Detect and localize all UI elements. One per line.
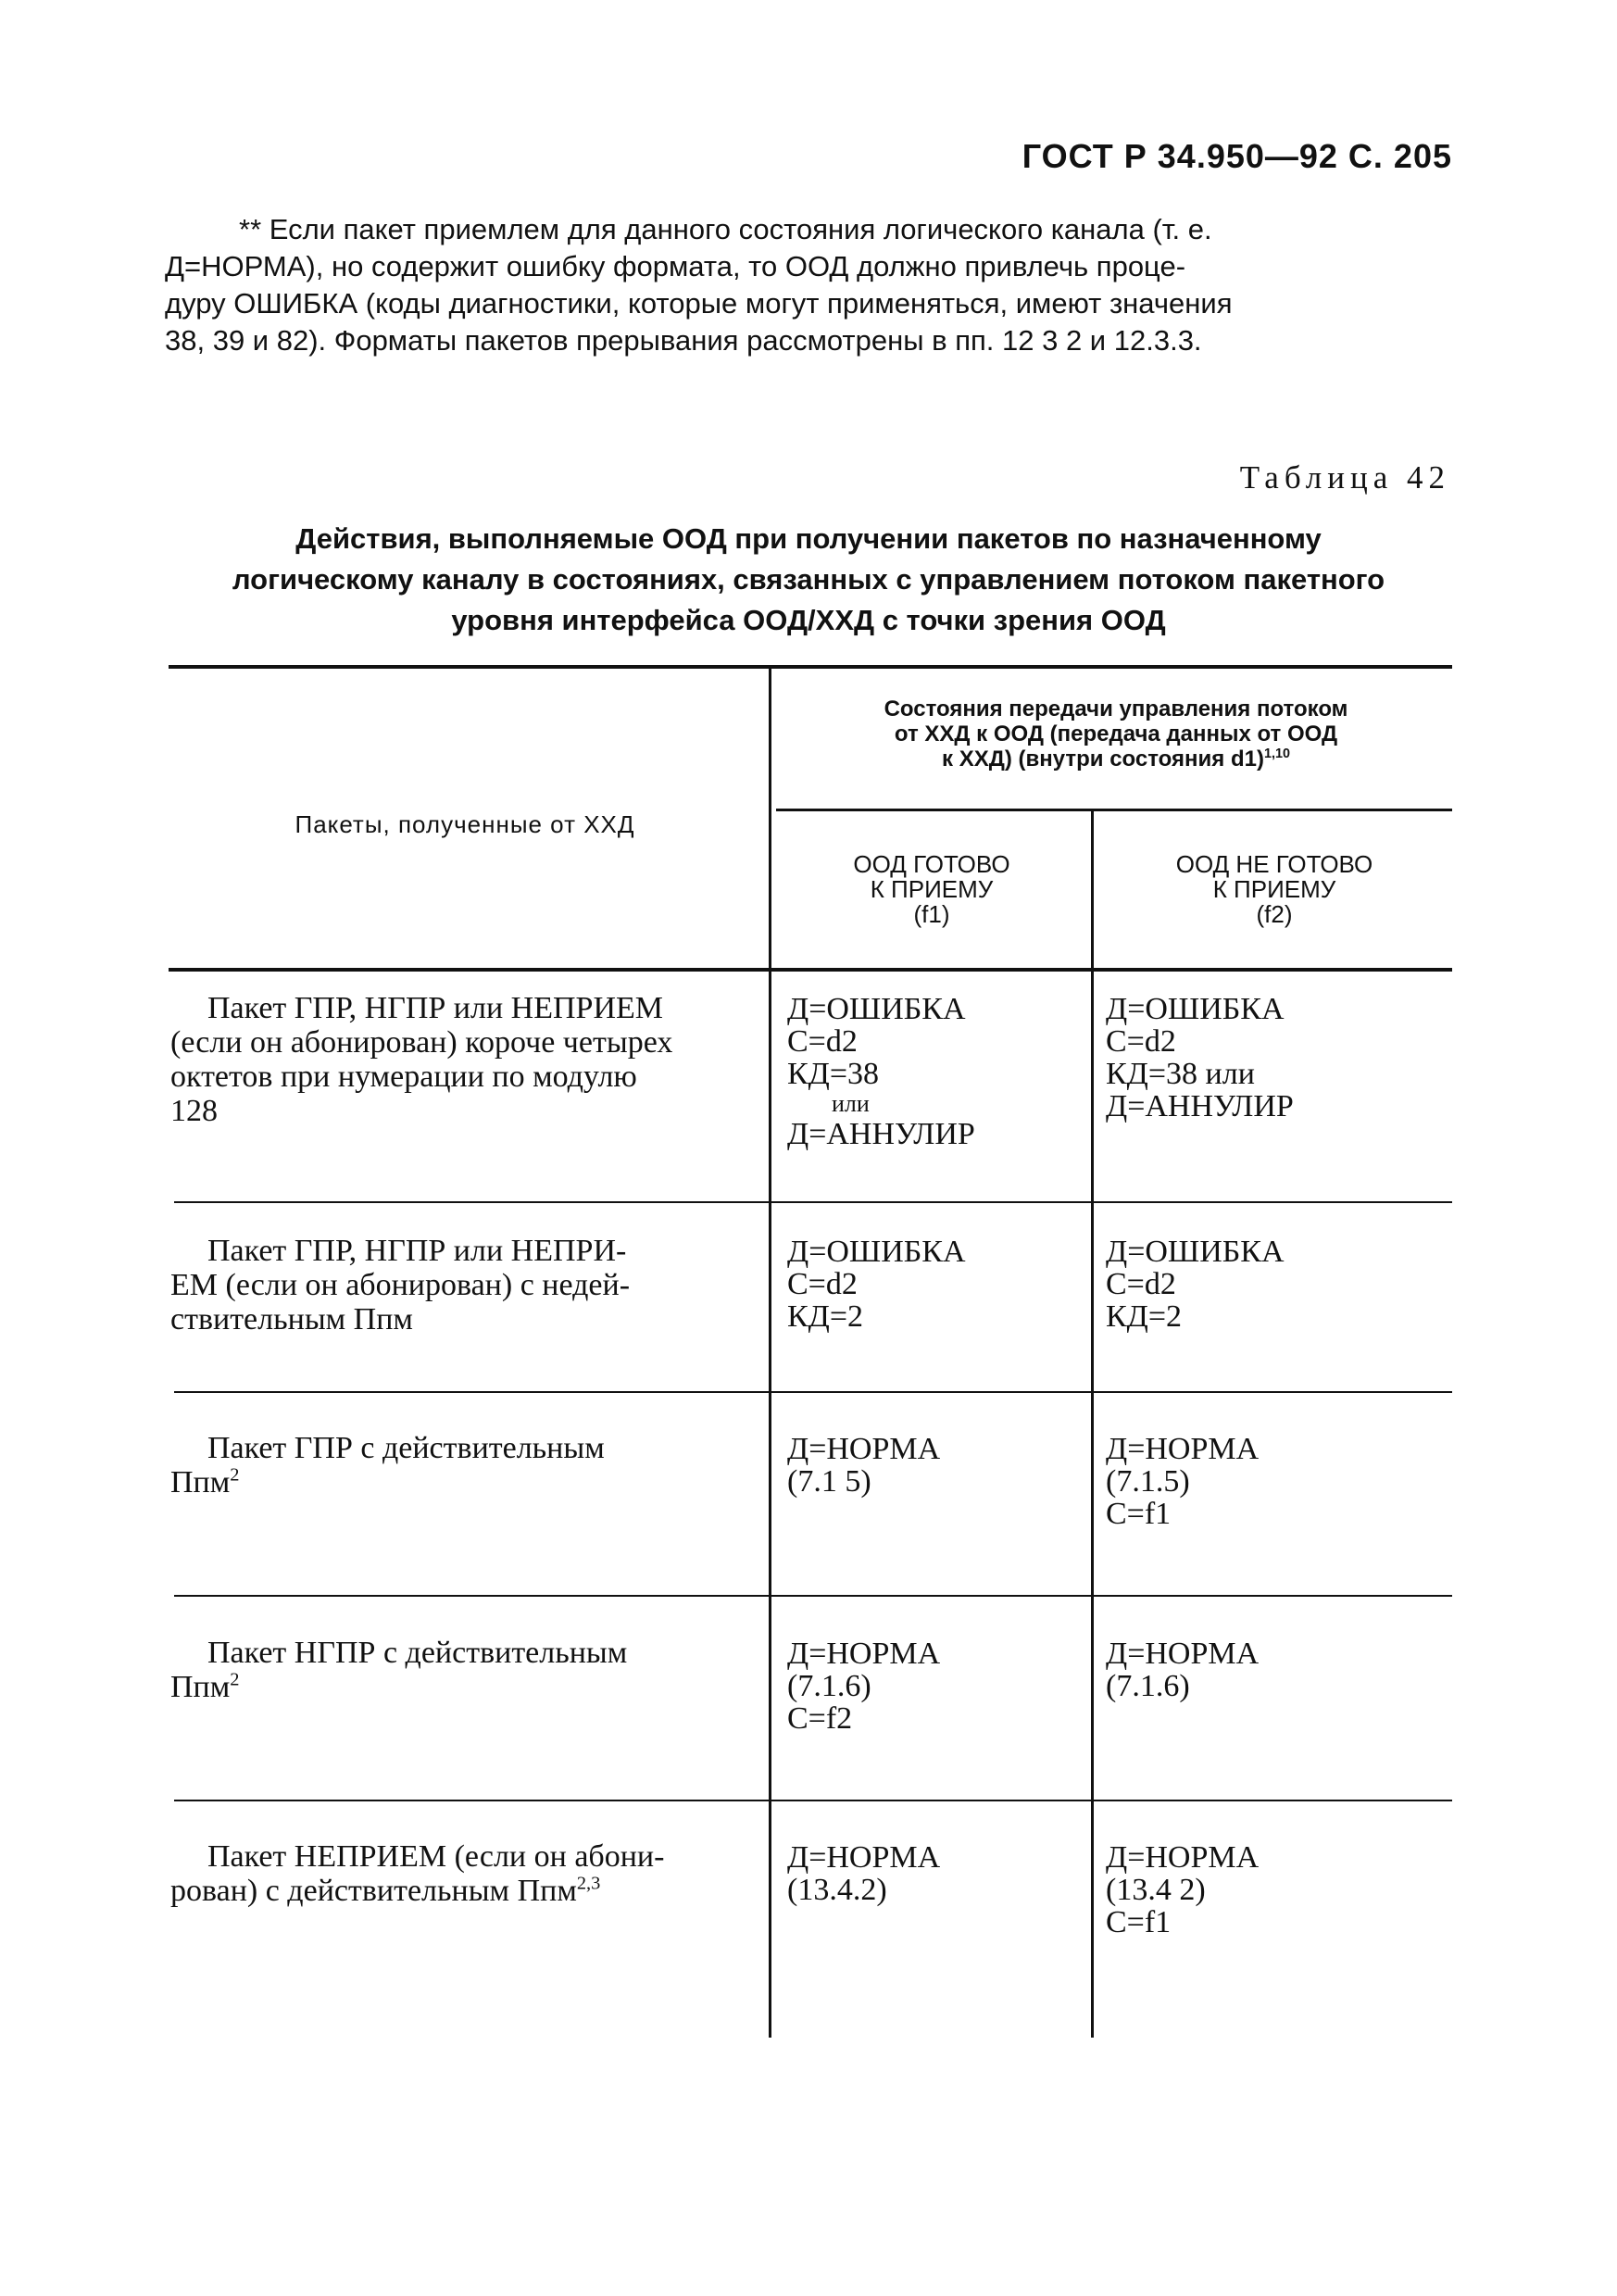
packet-superscript: 2,3 xyxy=(576,1873,601,1894)
table-row-4-packet xyxy=(170,1636,759,1704)
table-row-1-packet xyxy=(170,991,759,1128)
table-top-rule xyxy=(169,665,1452,669)
column-header-f1 xyxy=(774,852,1089,927)
cell-line: КД=38 xyxy=(787,1057,880,1091)
table-row-5-f2 xyxy=(1106,1841,1259,1938)
column-header-f1-line: К ПРИЕМУ xyxy=(870,875,994,903)
cell-line: (13.4.2) xyxy=(787,1873,887,1907)
footnote xyxy=(165,211,1452,359)
cell-line: Д=АННУЛИР xyxy=(787,1117,975,1151)
cell-line: Д=НОРМА xyxy=(1106,1637,1260,1671)
row-rule xyxy=(174,1201,1452,1203)
table-row-3-f1 xyxy=(787,1433,940,1498)
cell-line: или xyxy=(832,1090,870,1117)
cell-line: С=d2 xyxy=(787,1024,858,1059)
cell-line: Д=ОШИБКА xyxy=(1106,992,1285,1026)
table-row-3-f2 xyxy=(1106,1433,1259,1530)
packet-line xyxy=(170,1465,759,1499)
column-header-f2-line: ООД НЕ ГОТОВО xyxy=(1175,850,1373,878)
column-divider-right xyxy=(1091,811,1094,2038)
row-rule xyxy=(174,1391,1452,1393)
column-header-f1-line: ООД ГОТОВО xyxy=(853,850,1010,878)
cell-line: С=f1 xyxy=(1106,1905,1172,1939)
cell-line: (7.1.6) xyxy=(1106,1669,1190,1703)
cell-line: КД=2 xyxy=(1106,1299,1183,1334)
header-bottom-rule xyxy=(169,968,1452,972)
row-rule xyxy=(174,1800,1452,1801)
column-header-f2-line: (f2) xyxy=(1256,900,1293,928)
cell-line: КД=2 xyxy=(787,1299,864,1334)
cell-line: (7.1.5) xyxy=(1106,1464,1190,1499)
table-row-2-packet xyxy=(170,1234,759,1336)
page-header: ГОСТ Р 34.950—92 С. 205 xyxy=(1022,137,1452,175)
packet-superscript: 2 xyxy=(230,1464,240,1486)
cell-line: Д=НОРМА xyxy=(787,1637,941,1671)
cell-line: (13.4 2) xyxy=(1106,1873,1206,1907)
table-number: Таблица 42 xyxy=(1239,459,1450,496)
cell-line: Д=НОРМА xyxy=(787,1840,941,1875)
cell-line: С=f1 xyxy=(1106,1497,1172,1531)
table-row-3-packet xyxy=(170,1431,759,1499)
cell-line: С=d2 xyxy=(1106,1267,1176,1301)
packet-superscript: 2 xyxy=(230,1669,240,1690)
column-header-f1-line: (f1) xyxy=(913,900,950,928)
table-row-5-f1 xyxy=(787,1841,940,1906)
footnote-line: Д=НОРМА), но содержит ошибку формата, то ООД должно привлечь проце- xyxy=(165,250,1186,282)
cell-line: С=f2 xyxy=(787,1701,853,1736)
footnote-line: 38, 39 и 82). Форматы пакетов прерывания рассмотрены в пп. 12 3 2 и 12.3.3. xyxy=(165,324,1202,357)
packet-line: (если он абонирован) короче четырех xyxy=(170,1025,673,1060)
cell-line: Д=НОРМА xyxy=(787,1432,941,1466)
cell-line: КД=38 или xyxy=(1106,1057,1255,1091)
packet-line: Пакет ГПР с действительным xyxy=(207,1431,605,1465)
cell-line: (7.1 5) xyxy=(787,1464,871,1499)
table-row-4-f1 xyxy=(787,1637,940,1735)
packet-line xyxy=(170,1874,759,1908)
cell-line: С=d2 xyxy=(787,1267,858,1301)
column-group-superscript: 1,10 xyxy=(1263,747,1290,761)
table-title xyxy=(165,519,1452,641)
footnote-line: ** Если пакет приемлем для данного состояния логического канала (т. е. xyxy=(239,213,1212,245)
table-row-1-f2 xyxy=(1106,993,1294,1123)
header-subdivider-rule xyxy=(776,809,1452,811)
packet-line: 128 xyxy=(170,1094,218,1128)
packet-line: ствительным Ппм xyxy=(170,1302,413,1336)
row-rule xyxy=(174,1595,1452,1597)
packet-line: Пакет ГПР, НГПР или НЕПРИЕМ xyxy=(207,991,664,1025)
cell-line: Д=НОРМА xyxy=(1106,1432,1260,1466)
column-group-line-text: к ХХД) (внутри состояния d1) xyxy=(942,747,1264,772)
packet-line-text: Ппм xyxy=(170,1670,231,1704)
column-header-packets: Пакеты, полученные от ХХД xyxy=(295,810,635,838)
cell-line: Д=АННУЛИР xyxy=(1106,1089,1294,1123)
cell-line: (7.1.6) xyxy=(787,1669,871,1703)
packet-line: октетов при нумерации по модулю xyxy=(170,1060,637,1094)
column-group-line xyxy=(778,747,1454,772)
packet-line: Пакет НГПР с действительным xyxy=(207,1636,628,1670)
packet-line: Пакет НЕПРИЕМ (если он абони- xyxy=(207,1839,665,1874)
column-header-f2 xyxy=(1097,852,1452,927)
column-group-line: Состояния передачи управления потоком xyxy=(884,696,1348,721)
column-divider-left xyxy=(769,669,771,2038)
footnote-line: дуру ОШИБКА (коды диагностики, которые могут применяться, имеют значения xyxy=(165,287,1233,320)
packet-line-text: рован) с действительным Ппм xyxy=(170,1874,577,1908)
table-row-2-f2 xyxy=(1106,1236,1285,1333)
packet-line: Пакет ГПР, НГПР или НЕПРИ- xyxy=(207,1234,627,1268)
column-header-f2-line: К ПРИЕМУ xyxy=(1212,875,1336,903)
table-title-line: логическому каналу в состояниях, связанных с управлением потоком пакетного xyxy=(232,563,1385,596)
packet-line-text: Ппм xyxy=(170,1465,231,1499)
table-row-5-packet xyxy=(170,1839,759,1908)
packet-line: ЕМ (если он абонирован) с недей- xyxy=(170,1268,631,1302)
table-title-line: уровня интерфейса ООД/ХХД с точки зрения ООД xyxy=(451,604,1166,636)
table-title-line: Действия, выполняемые ООД при получении пакетов по назначенному xyxy=(295,522,1322,555)
column-group-header xyxy=(778,696,1454,772)
table-row-2-f1 xyxy=(787,1236,966,1333)
packet-line xyxy=(170,1670,759,1704)
cell-line: С=d2 xyxy=(1106,1024,1176,1059)
column-group-line: от ХХД к ООД (передача данных от ООД xyxy=(894,721,1338,747)
table-row-4-f2 xyxy=(1106,1637,1259,1702)
cell-line: Д=НОРМА xyxy=(1106,1840,1260,1875)
cell-line: Д=ОШИБКА xyxy=(1106,1235,1285,1269)
table-row-1-f1 xyxy=(787,993,975,1150)
cell-line: Д=ОШИБКА xyxy=(787,992,966,1026)
cell-line: Д=ОШИБКА xyxy=(787,1235,966,1269)
